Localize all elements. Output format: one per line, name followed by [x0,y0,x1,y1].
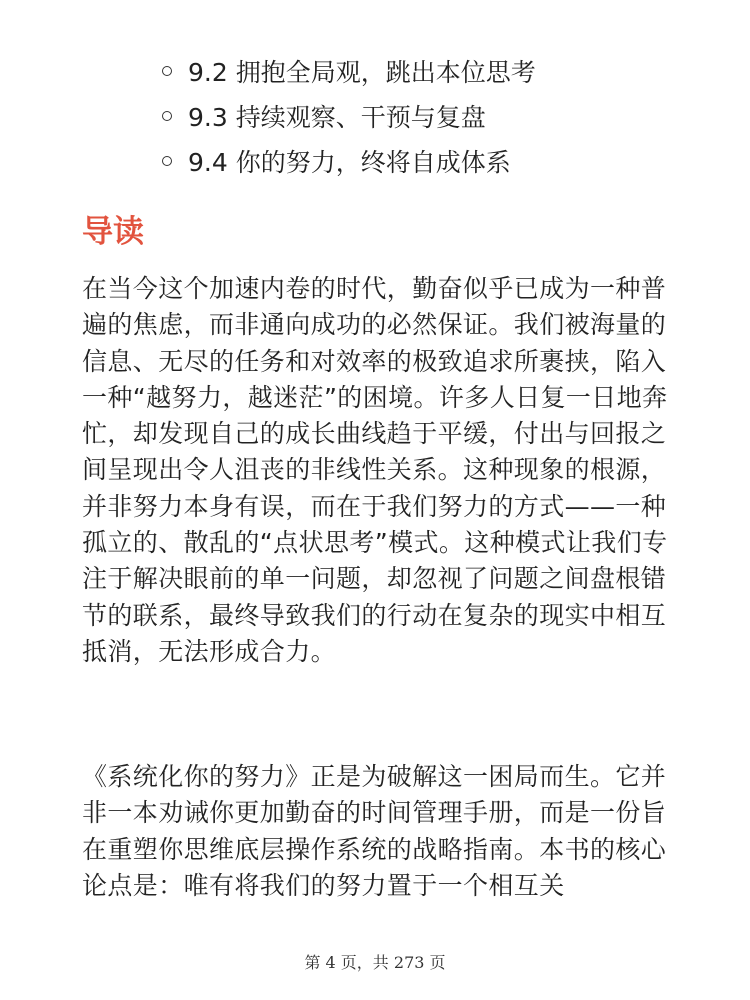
toc-item-label: 9.4 你的努力，终将自成体系 [188,148,511,177]
toc-item[interactable] [160,140,536,185]
section-heading: 导读 [82,214,144,250]
body-paragraph: 《系统化你的努力》正是为破解这一困局而生。它并非一本劝诫你更加勤奋的时间管理手册，而是一份旨在重塑你思维底层操作系统的战略指南。本书的核心论点是：唯有将我们的努力置于一个相互关 [82,762,667,900]
circle-bullet-icon [162,156,172,166]
table-of-contents [160,50,536,185]
toc-item[interactable] [160,95,536,140]
toc-item-label: 9.3 持续观察、干预与复盘 [188,103,486,132]
circle-bullet-icon [162,111,172,121]
body-paragraph: 在当今这个加速内卷的时代，勤奋似乎已成为一种普遍的焦虑，而非通向成功的必然保证。我们被海量的信息、无尽的任务和对效率的极致追求所裹挟，陷入一种“越努力，越迷茫”的困境。许多人日复一日地奔忙，却发现自己的成长曲线趋于平缓，付出与回报之间呈现出令人沮丧的非线性关系。这种现象的根源，并非努力本身有误，而在于我们努力的方式——一种孤立的、散乱的“点状思考”模式。这种模式让我们专注于解决眼前的单一问题，却忽视了问题之间盘根错节的联系，最终导致我们的行动在复杂的现实中相互抵消，无法形成合力。 [82,274,668,666]
toc-item[interactable] [160,50,536,95]
page-number: 第 4 页，共 273 页 [304,953,446,972]
circle-bullet-icon [162,66,172,76]
toc-item-label: 9.2 拥抱全局观，跳出本位思考 [188,58,536,87]
